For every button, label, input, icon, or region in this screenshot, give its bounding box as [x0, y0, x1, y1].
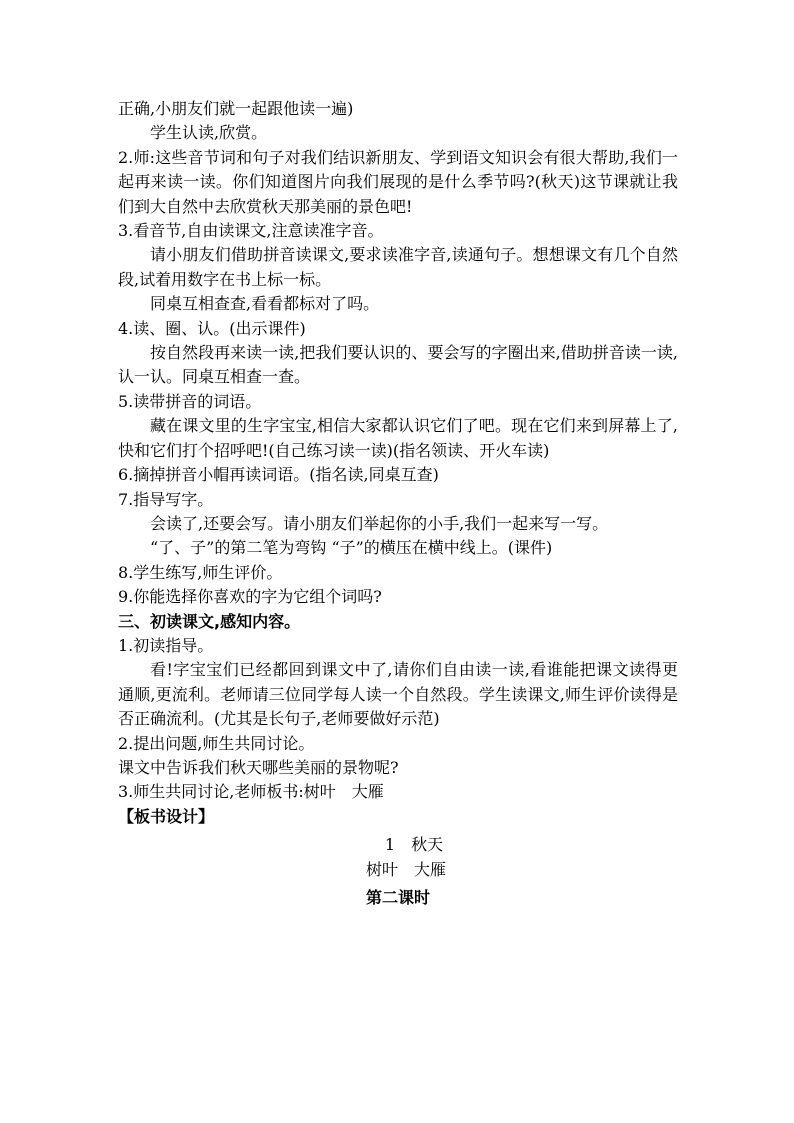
list-item: 3.看音节,自由读课文,注意读准字音。 — [118, 221, 384, 241]
list-item: 4.读、圈、认。(出示课件) — [118, 318, 306, 338]
text-line: 学生认读,欣赏。 — [150, 123, 268, 143]
text-line: 同桌互相查查,看看都标对了吗。 — [150, 294, 380, 314]
text-paragraph: 2.师:这些音节词和句子对我们结识新朋友、学到语文知识会有很大帮助,我们一起再来读一读。你们知道图片向我们展现的是什么季节吗?(秋天)这节课就让我们到大自然中去欣赏秋天那美丽的景色吧! — [118, 147, 678, 216]
board-title: 1 秋天 — [384, 835, 444, 855]
text-line: 会读了,还要会写。请小朋友们举起你的小手,我们一起来写一写。 — [150, 513, 609, 533]
text-paragraph: 请小朋友们借助拼音读课文,要求读准字音,读通句子。想想课文有几个自然段,试着用数字在书上标一标。 — [118, 245, 678, 289]
text-line: 正确,小朋友们就一起跟他读一遍) — [118, 99, 354, 118]
text-paragraph: 看!字宝宝们已经都回到课文中了,请你们自由读一读,看谁能把课文读得更通顺,更流利。老师请三位同学每人读一个自然段。学生读课文,师生评价读得是否正确流利。(尤其是长句子,老师要做好示范) — [118, 660, 678, 729]
list-item: 8.学生练写,师生评价。 — [118, 562, 283, 582]
list-item: 2.提出问题,师生共同讨论。 — [118, 733, 315, 753]
list-item: 9.你能选择你喜欢的字为它组个词吗? — [118, 587, 382, 607]
text-line: “了、子”的第二笔为弯钩 “子”的横压在横中线上。(课件) — [150, 538, 553, 558]
list-item: 3.师生共同讨论,老师板书:树叶 大雁 — [118, 782, 384, 802]
text-line: 课文中告诉我们秋天哪些美丽的景物呢? — [118, 757, 399, 777]
section-heading: 三、初读课文,感知内容。 — [118, 611, 301, 631]
board-keywords: 树叶 大雁 — [365, 859, 446, 879]
text-paragraph: 藏在课文里的生字宝宝,相信大家都认识它们了吧。现在它们来到屏幕上了,快和它们打个招呼吧!(自己练习读一读)(指名领读、开火车读) — [118, 416, 678, 460]
list-item: 7.指导写字。 — [118, 489, 214, 509]
list-item: 1.初读指导。 — [118, 635, 214, 655]
board-design-heading: 【板书设计】 — [118, 806, 215, 826]
list-item: 6.摘掉拼音小帽再读词语。(指名读,同桌互查) — [118, 465, 439, 485]
lesson-title: 第二课时 — [365, 888, 430, 907]
text-paragraph: 按自然段再来读一读,把我们要认识的、要会写的字圈出来,借助拼音读一读,认一认。同桌互相查一查。 — [118, 343, 678, 387]
document-body — [118, 97, 678, 910]
list-item: 5.读带拼音的词语。 — [118, 391, 262, 411]
